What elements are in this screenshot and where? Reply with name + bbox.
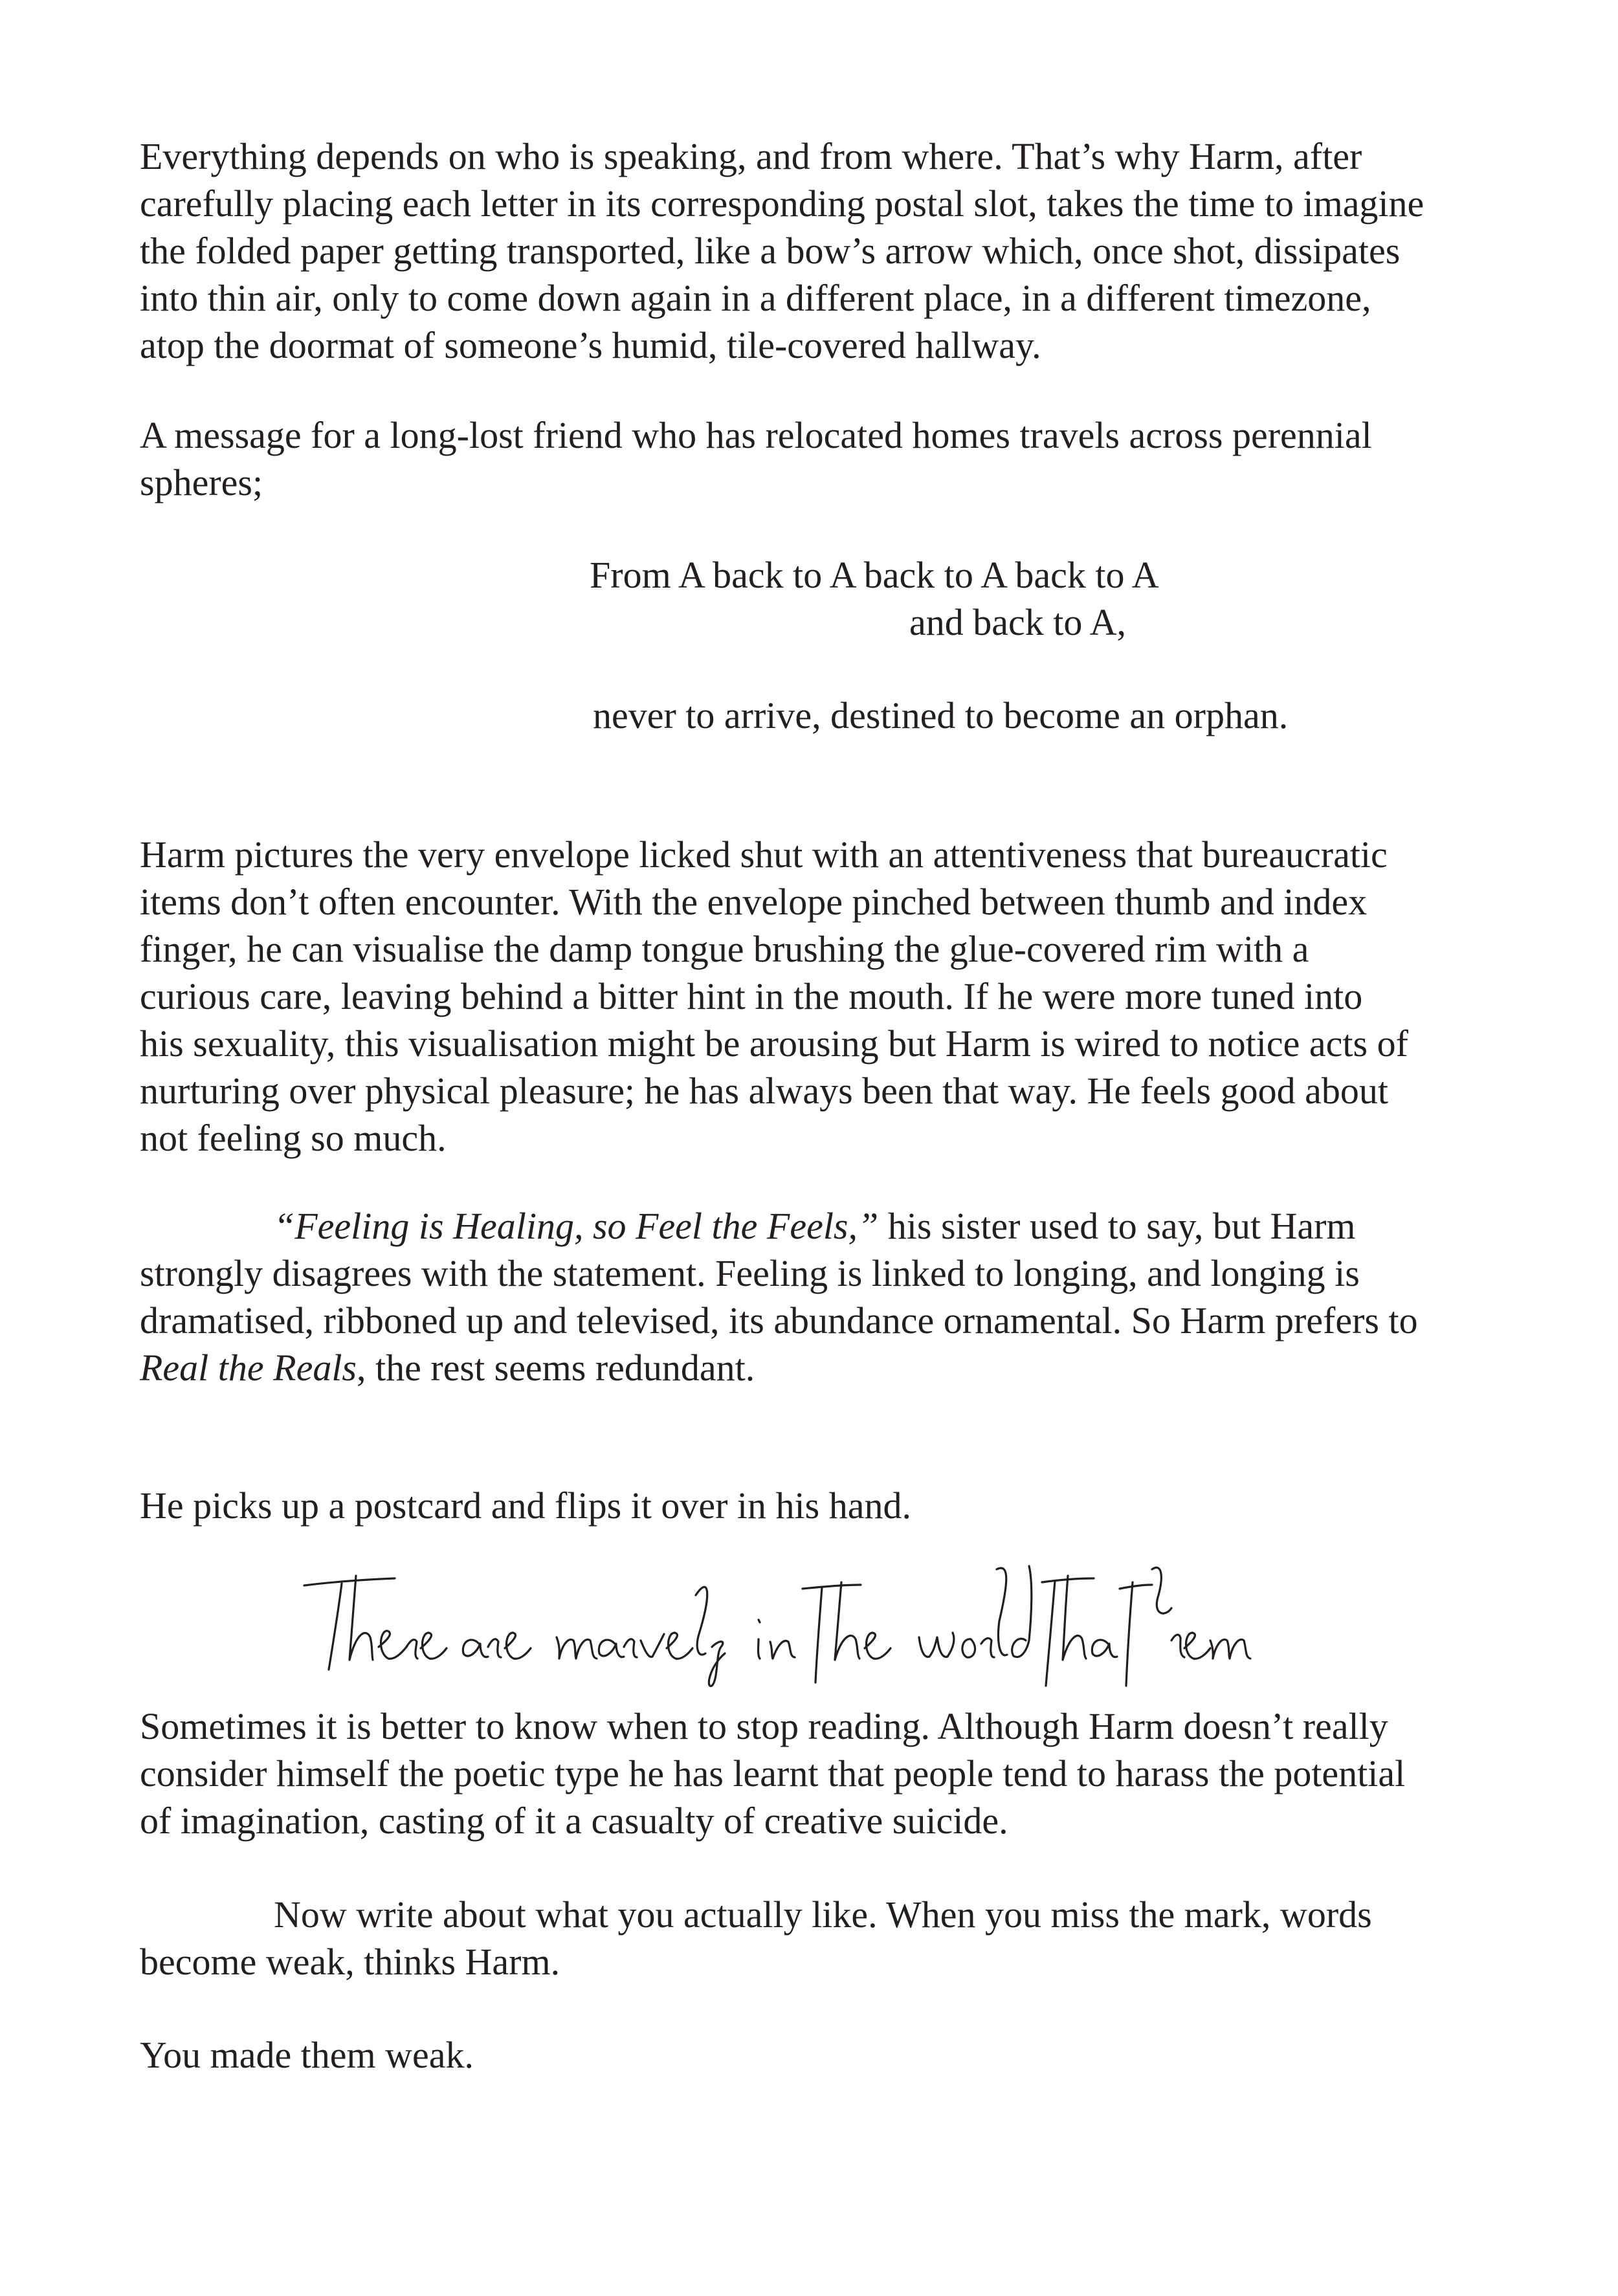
real-the-reals: Real the Reals (140, 1347, 357, 1389)
paragraph-4 (140, 1202, 1499, 1391)
paragraph-1 (140, 133, 1499, 369)
paragraph-7-line-1: Now write about what you actually like. When you miss the mark, words (274, 1893, 1372, 1936)
paragraph-1-line-3: the folded paper getting transported, like a bow’s arrow which, once shot, dissipates (140, 230, 1401, 272)
paragraph-2-line-2: spheres; (140, 461, 263, 503)
paragraph-3-line-3: finger, he can visualise the damp tongue brushing the glue-covered rim with a (140, 928, 1309, 970)
paragraph-3-line-5: his sexuality, this visualisation might be arousing but Harm is wired to notice acts of (140, 1022, 1408, 1065)
paragraph-1-line-5: atop the doormat of someone’s humid, tile-covered hallway. (140, 324, 1041, 366)
paragraph-1-line-1: Everything depends on who is speaking, and from where. That’s why Harm, after (140, 135, 1362, 177)
paragraph-4-line-4 (140, 1344, 1499, 1391)
paragraph-3-line-2: items don’t often encounter. With the envelope pinched between thumb and index (140, 881, 1368, 923)
paragraph-4-line-3: dramatised, ribboned up and televised, its abundance ornamental. So Harm prefers to (140, 1299, 1418, 1341)
paragraph-3-line-6: nurturing over physical pleasure; he has always been that way. He feels good about (140, 1070, 1388, 1112)
postcard-handwriting (291, 1556, 1262, 1692)
paragraph-6-line-3: of imagination, casting of it a casualty of creative suicide. (140, 1800, 1008, 1842)
paragraph-4-line-1 (140, 1202, 1499, 1250)
verse-line-1: From A back to A back to A back to A (590, 554, 1159, 596)
paragraph-5-line-1: He picks up a postcard and flips it over in his hand. (140, 1485, 911, 1527)
paragraph-8-line-1: You made them weak. (140, 2034, 474, 2076)
verse-line-2: and back to A, (909, 601, 1127, 643)
paragraph-8 (140, 2031, 1499, 2079)
paragraph-4-line-1-rest: his sister used to say, but Harm (878, 1205, 1356, 1247)
paragraph-1-line-4: into thin air, only to come down again in a different place, in a different timezone, (140, 277, 1371, 319)
paragraph-2-line-1: A message for a long-lost friend who has relocated homes travels across perennial (140, 414, 1372, 456)
paragraph-1-line-2: carefully placing each letter in its corresponding postal slot, takes the time to imagine (140, 182, 1424, 225)
handwriting-image (291, 1556, 1262, 1692)
paragraph-3 (140, 831, 1499, 1162)
paragraph-2 (140, 412, 1499, 506)
verse-line-3: never to arrive, destined to become an orphan. (593, 694, 1289, 736)
paragraph-5 (140, 1482, 1499, 1529)
paragraph-4-line-4-rest: , the rest seems redundant. (357, 1347, 755, 1389)
paragraph-3-line-4: curious care, leaving behind a bitter hint in the mouth. If he were more tuned into (140, 975, 1363, 1017)
paragraph-4-line-2: strongly disagrees with the statement. Feeling is linked to longing, and longing is (140, 1252, 1360, 1294)
paragraph-7-line-2: become weak, thinks Harm. (140, 1941, 560, 1983)
paragraph-6-line-1: Sometimes it is better to know when to stop reading. Although Harm doesn’t really (140, 1705, 1388, 1747)
paragraph-7 (140, 1891, 1499, 1985)
paragraph-6-line-2: consider himself the poetic type he has learnt that people tend to harass the potential (140, 1752, 1406, 1794)
paragraph-3-line-1: Harm pictures the very envelope licked shut with an attentiveness that bureaucratic (140, 833, 1388, 876)
paragraph-3-line-7: not feeling so much. (140, 1117, 447, 1159)
paragraph-6 (140, 1703, 1499, 1844)
sister-quote: “Feeling is Healing, so Feel the Feels,” (274, 1205, 879, 1247)
